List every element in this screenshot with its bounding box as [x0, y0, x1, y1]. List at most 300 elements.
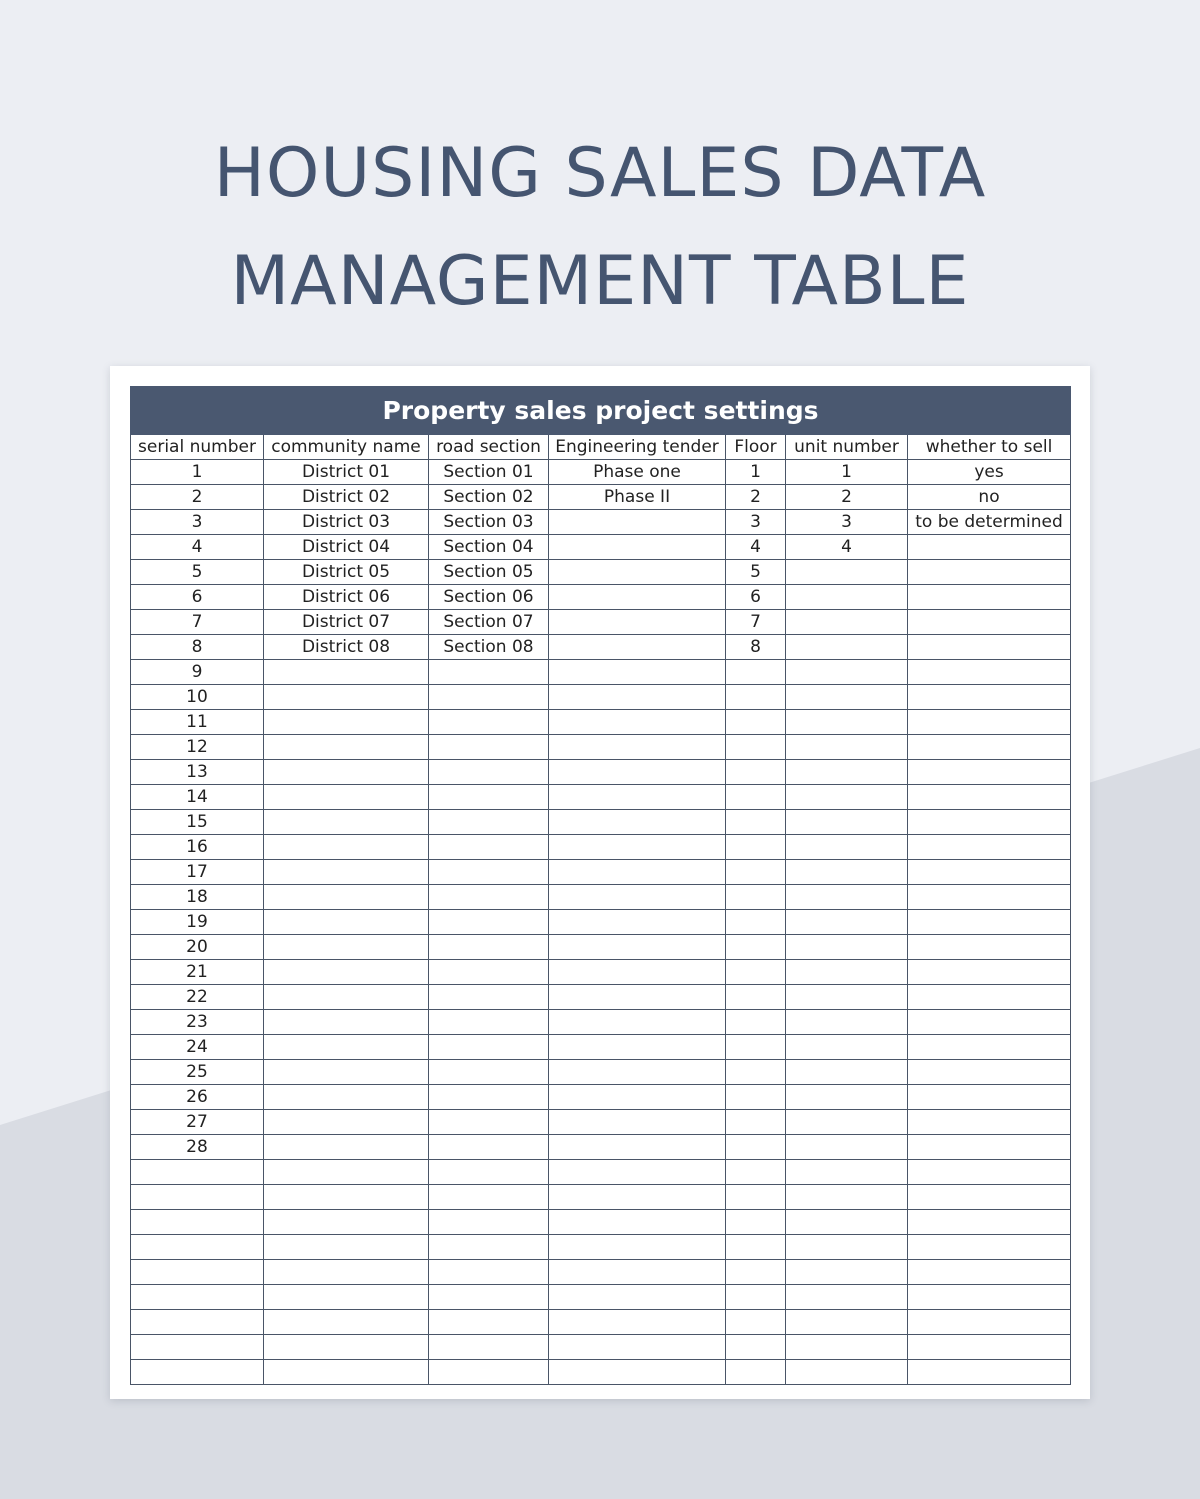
- table-cell[interactable]: [726, 935, 786, 960]
- table-cell[interactable]: [429, 1135, 549, 1160]
- table-cell[interactable]: [549, 1135, 726, 1160]
- table-cell[interactable]: [264, 1235, 429, 1260]
- table-cell[interactable]: [786, 1310, 908, 1335]
- table-cell[interactable]: [549, 510, 726, 535]
- table-cell[interactable]: [786, 1285, 908, 1310]
- table-cell[interactable]: [429, 1210, 549, 1235]
- table-cell[interactable]: [786, 710, 908, 735]
- table-cell[interactable]: [264, 1060, 429, 1085]
- table-cell[interactable]: [908, 785, 1071, 810]
- table-cell[interactable]: [429, 1335, 549, 1360]
- table-cell[interactable]: [726, 660, 786, 685]
- table-cell[interactable]: [429, 785, 549, 810]
- table-cell[interactable]: [726, 860, 786, 885]
- table-cell[interactable]: [429, 1260, 549, 1285]
- table-cell[interactable]: no: [908, 485, 1071, 510]
- table-cell[interactable]: [726, 785, 786, 810]
- table-cell[interactable]: [786, 685, 908, 710]
- table-cell[interactable]: [726, 1060, 786, 1085]
- table-cell[interactable]: [786, 560, 908, 585]
- table-cell[interactable]: [726, 1235, 786, 1260]
- table-cell[interactable]: [264, 1335, 429, 1360]
- table-row: [131, 1335, 1071, 1360]
- table-cell[interactable]: [786, 860, 908, 885]
- table-cell[interactable]: 12: [131, 735, 264, 760]
- table-cell[interactable]: [726, 885, 786, 910]
- table-cell[interactable]: [131, 1285, 264, 1310]
- table-body: [131, 460, 1071, 1385]
- table-cell[interactable]: Section 01: [429, 460, 549, 485]
- table-cell[interactable]: [908, 685, 1071, 710]
- table-cell[interactable]: [908, 810, 1071, 835]
- table-cell[interactable]: yes: [908, 460, 1071, 485]
- table-cell[interactable]: [786, 1135, 908, 1160]
- table-cell[interactable]: 16: [131, 835, 264, 860]
- table-cell[interactable]: [908, 1110, 1071, 1135]
- table-row: [131, 660, 1071, 685]
- table-cell[interactable]: [908, 660, 1071, 685]
- table-cell[interactable]: 28: [131, 1135, 264, 1160]
- table-cell[interactable]: [429, 1235, 549, 1260]
- table-cell[interactable]: 18: [131, 885, 264, 910]
- table-cell[interactable]: [726, 685, 786, 710]
- table-cell[interactable]: [908, 960, 1071, 985]
- table-cell[interactable]: [429, 710, 549, 735]
- table-cell[interactable]: [908, 1185, 1071, 1210]
- header-row: [131, 435, 1071, 460]
- table-cell[interactable]: [264, 1160, 429, 1185]
- table-cell[interactable]: [429, 1185, 549, 1210]
- table-cell[interactable]: [549, 1260, 726, 1285]
- table-row: [131, 1135, 1071, 1160]
- table-cell[interactable]: [908, 1335, 1071, 1360]
- table-cell[interactable]: 20: [131, 935, 264, 960]
- table-cell[interactable]: [549, 560, 726, 585]
- table-cell[interactable]: [908, 1035, 1071, 1060]
- table-cell[interactable]: [786, 735, 908, 760]
- table-cell[interactable]: 7: [726, 610, 786, 635]
- table-cell[interactable]: Section 04: [429, 535, 549, 560]
- table-cell[interactable]: [726, 1310, 786, 1335]
- table-cell[interactable]: District 02: [264, 485, 429, 510]
- table-cell[interactable]: [131, 1185, 264, 1210]
- table-cell[interactable]: [549, 1335, 726, 1360]
- table-cell[interactable]: [786, 660, 908, 685]
- table-row: [131, 485, 1071, 510]
- table-cell[interactable]: [908, 935, 1071, 960]
- table-row: [131, 1160, 1071, 1185]
- table-cell[interactable]: [908, 1360, 1071, 1385]
- table-cell[interactable]: [549, 985, 726, 1010]
- table-cell[interactable]: Section 03: [429, 510, 549, 535]
- table-cell[interactable]: [908, 1085, 1071, 1110]
- table-cell[interactable]: District 07: [264, 610, 429, 635]
- table-cell[interactable]: 5: [726, 560, 786, 585]
- table-row: [131, 1285, 1071, 1310]
- table-cell[interactable]: [908, 1010, 1071, 1035]
- table-row: [131, 585, 1071, 610]
- table-cell[interactable]: [429, 735, 549, 760]
- table-cell[interactable]: [908, 1260, 1071, 1285]
- table-cell[interactable]: [549, 610, 726, 635]
- table-cell[interactable]: [908, 710, 1071, 735]
- table-cell[interactable]: [264, 1010, 429, 1035]
- table-cell[interactable]: [726, 910, 786, 935]
- table-cell[interactable]: [429, 1310, 549, 1335]
- table-cell[interactable]: [429, 1060, 549, 1085]
- table-cell[interactable]: 15: [131, 810, 264, 835]
- table-cell[interactable]: Phase II: [549, 485, 726, 510]
- table-cell[interactable]: 6: [726, 585, 786, 610]
- table-cell[interactable]: 4: [726, 535, 786, 560]
- table-cell[interactable]: [786, 1110, 908, 1135]
- table-cell[interactable]: [549, 535, 726, 560]
- table-cell[interactable]: Section 06: [429, 585, 549, 610]
- table-cell[interactable]: District 04: [264, 535, 429, 560]
- table-cell[interactable]: 10: [131, 685, 264, 710]
- table-cell[interactable]: [726, 1260, 786, 1285]
- table-cell[interactable]: [786, 960, 908, 985]
- table-cell[interactable]: [549, 1060, 726, 1085]
- table-cell[interactable]: [549, 1235, 726, 1260]
- table-cell[interactable]: 8: [131, 635, 264, 660]
- table-cell[interactable]: [726, 760, 786, 785]
- page-title: [0, 120, 1200, 336]
- table-cell[interactable]: [429, 810, 549, 835]
- table-cell[interactable]: [786, 835, 908, 860]
- table-cell[interactable]: [131, 1260, 264, 1285]
- table-cell[interactable]: 22: [131, 985, 264, 1010]
- table-cell[interactable]: [264, 1110, 429, 1135]
- table-cell[interactable]: [264, 1210, 429, 1235]
- table-cell[interactable]: [549, 1085, 726, 1110]
- table-cell[interactable]: 21: [131, 960, 264, 985]
- table-cell[interactable]: [726, 1085, 786, 1110]
- table-cell[interactable]: [726, 835, 786, 860]
- table-cell[interactable]: [264, 1310, 429, 1335]
- table-cell[interactable]: [786, 585, 908, 610]
- table-cell[interactable]: [908, 1060, 1071, 1085]
- table-row: [131, 1185, 1071, 1210]
- table-cell[interactable]: 14: [131, 785, 264, 810]
- table-cell[interactable]: [726, 1335, 786, 1360]
- table-cell[interactable]: [786, 1185, 908, 1210]
- table-cell[interactable]: [264, 1135, 429, 1160]
- table-cell[interactable]: 5: [131, 560, 264, 585]
- table-cell[interactable]: [264, 760, 429, 785]
- table-cell[interactable]: [549, 710, 726, 735]
- table-cell[interactable]: [786, 1260, 908, 1285]
- table-cell[interactable]: 8: [726, 635, 786, 660]
- table-cell[interactable]: [429, 685, 549, 710]
- table-row: [131, 610, 1071, 635]
- table-cell[interactable]: [429, 985, 549, 1010]
- table-cell[interactable]: [549, 1110, 726, 1135]
- table-row: [131, 1210, 1071, 1235]
- table-row: [131, 510, 1071, 535]
- table-cell[interactable]: [908, 535, 1071, 560]
- table-cell[interactable]: District 05: [264, 560, 429, 585]
- table-cell[interactable]: [429, 1035, 549, 1060]
- table-cell[interactable]: 17: [131, 860, 264, 885]
- table-cell[interactable]: [786, 760, 908, 785]
- table-cell[interactable]: [908, 610, 1071, 635]
- table-cell[interactable]: [786, 1060, 908, 1085]
- table-cell[interactable]: [549, 910, 726, 935]
- table-cell[interactable]: [726, 1160, 786, 1185]
- table-cell[interactable]: District 08: [264, 635, 429, 660]
- table-cell[interactable]: [264, 1035, 429, 1060]
- table-cell[interactable]: [429, 960, 549, 985]
- table-cell[interactable]: [726, 985, 786, 1010]
- table-row: [131, 1085, 1071, 1110]
- table-cell[interactable]: [429, 1285, 549, 1310]
- table-cell[interactable]: [131, 1335, 264, 1360]
- table-row: [131, 685, 1071, 710]
- column-header: Floor: [726, 435, 786, 460]
- table-cell[interactable]: [726, 1135, 786, 1160]
- table-cell[interactable]: Section 02: [429, 485, 549, 510]
- table-cell[interactable]: [786, 1010, 908, 1035]
- table-cell[interactable]: [549, 735, 726, 760]
- column-header: serial number: [131, 435, 264, 460]
- table-cell[interactable]: 11: [131, 710, 264, 735]
- table-cell[interactable]: 2: [726, 485, 786, 510]
- table-cell[interactable]: [264, 735, 429, 760]
- table-cell[interactable]: [429, 935, 549, 960]
- table-cell[interactable]: [908, 560, 1071, 585]
- table-cell[interactable]: [429, 910, 549, 935]
- column-header: whether to sell: [908, 435, 1071, 460]
- table-cell[interactable]: [264, 935, 429, 960]
- table-cell[interactable]: [908, 635, 1071, 660]
- table-cell[interactable]: [131, 1235, 264, 1260]
- table-cell[interactable]: 24: [131, 1035, 264, 1060]
- table-cell[interactable]: 4: [131, 535, 264, 560]
- table-cell[interactable]: [549, 1285, 726, 1310]
- table-cell[interactable]: District 01: [264, 460, 429, 485]
- table-cell[interactable]: 3: [786, 510, 908, 535]
- table-cell[interactable]: [429, 835, 549, 860]
- table-cell[interactable]: 3: [131, 510, 264, 535]
- table-cell[interactable]: 2: [131, 485, 264, 510]
- table-cell[interactable]: 4: [786, 535, 908, 560]
- table-cell[interactable]: [264, 785, 429, 810]
- table-cell[interactable]: [908, 885, 1071, 910]
- table-cell[interactable]: [908, 835, 1071, 860]
- table-cell[interactable]: [908, 1160, 1071, 1185]
- table-row: [131, 735, 1071, 760]
- table-cell[interactable]: 23: [131, 1010, 264, 1035]
- table-cell[interactable]: 7: [131, 610, 264, 635]
- table-cell[interactable]: 1: [726, 460, 786, 485]
- table-cell[interactable]: 26: [131, 1085, 264, 1110]
- table-cell[interactable]: [908, 910, 1071, 935]
- table-cell[interactable]: [786, 635, 908, 660]
- table-row: [131, 960, 1071, 985]
- table-cell[interactable]: 13: [131, 760, 264, 785]
- table-cell[interactable]: [429, 1110, 549, 1135]
- table-cell[interactable]: 25: [131, 1060, 264, 1085]
- table-cell[interactable]: [264, 1260, 429, 1285]
- table-cell[interactable]: [549, 1210, 726, 1235]
- table-cell[interactable]: [549, 1160, 726, 1185]
- table-cell[interactable]: [908, 585, 1071, 610]
- table-cell[interactable]: [549, 1310, 726, 1335]
- table-cell[interactable]: [726, 735, 786, 760]
- table-cell[interactable]: [429, 885, 549, 910]
- table-cell[interactable]: [726, 1285, 786, 1310]
- table-cell[interactable]: [549, 785, 726, 810]
- table-cell[interactable]: [726, 810, 786, 835]
- table-cell[interactable]: [908, 1310, 1071, 1335]
- table-cell[interactable]: [429, 760, 549, 785]
- table-cell[interactable]: [549, 585, 726, 610]
- table-cell[interactable]: [264, 1285, 429, 1310]
- table-row: [131, 1235, 1071, 1260]
- table-cell[interactable]: [726, 1185, 786, 1210]
- table-cell[interactable]: [908, 1210, 1071, 1235]
- table-cell[interactable]: [264, 660, 429, 685]
- table-row: [131, 860, 1071, 885]
- table-row: [131, 910, 1071, 935]
- table-cell[interactable]: [549, 835, 726, 860]
- table-cell[interactable]: [264, 1360, 429, 1385]
- table-row: [131, 1035, 1071, 1060]
- table-cell[interactable]: 1: [131, 460, 264, 485]
- table-cell[interactable]: 1: [786, 460, 908, 485]
- table-cell[interactable]: [429, 660, 549, 685]
- table-cell[interactable]: [264, 1085, 429, 1110]
- table-cell[interactable]: [549, 810, 726, 835]
- table-cell[interactable]: [786, 985, 908, 1010]
- table-row: [131, 1110, 1071, 1135]
- table-cell[interactable]: [786, 1160, 908, 1185]
- table-cell[interactable]: [786, 1335, 908, 1360]
- table-cell[interactable]: [786, 810, 908, 835]
- column-header: community name: [264, 435, 429, 460]
- table-cell[interactable]: [264, 1185, 429, 1210]
- table-cell[interactable]: 6: [131, 585, 264, 610]
- table-cell[interactable]: [131, 1360, 264, 1385]
- table-cell[interactable]: Section 08: [429, 635, 549, 660]
- table-cell[interactable]: [908, 1135, 1071, 1160]
- column-header: unit number: [786, 435, 908, 460]
- table-cell[interactable]: [786, 1085, 908, 1110]
- table-cell[interactable]: [908, 760, 1071, 785]
- table-cell[interactable]: [786, 910, 908, 935]
- table-cell[interactable]: [786, 1035, 908, 1060]
- column-header: Engineering tender: [549, 435, 726, 460]
- table-cell[interactable]: [429, 1360, 549, 1385]
- table-row: [131, 985, 1071, 1010]
- table-cell[interactable]: [786, 935, 908, 960]
- table-cell[interactable]: 27: [131, 1110, 264, 1135]
- table-cell[interactable]: Section 05: [429, 560, 549, 585]
- table-cell[interactable]: [264, 710, 429, 735]
- table-cell[interactable]: [549, 760, 726, 785]
- table-cell[interactable]: [908, 1285, 1071, 1310]
- table-cell[interactable]: [549, 685, 726, 710]
- table-cell[interactable]: [726, 1035, 786, 1060]
- table-cell[interactable]: [264, 985, 429, 1010]
- table-cell[interactable]: [264, 910, 429, 935]
- page-title-line-1: HOUSING SALES DATA: [213, 134, 987, 213]
- table-cell[interactable]: [908, 1235, 1071, 1260]
- table-cell[interactable]: [429, 1085, 549, 1110]
- page-title-line-2: MANAGEMENT TABLE: [230, 242, 970, 321]
- table-cell[interactable]: [429, 1010, 549, 1035]
- table-cell[interactable]: 9: [131, 660, 264, 685]
- table-cell[interactable]: [549, 660, 726, 685]
- table-cell[interactable]: 2: [786, 485, 908, 510]
- table-cell[interactable]: [131, 1210, 264, 1235]
- table-row: [131, 1310, 1071, 1335]
- table-cell[interactable]: [908, 735, 1071, 760]
- table-cell[interactable]: [549, 885, 726, 910]
- table-cell[interactable]: [786, 1210, 908, 1235]
- table-cell[interactable]: [786, 1235, 908, 1260]
- table-cell[interactable]: [726, 1210, 786, 1235]
- table-cell[interactable]: [264, 860, 429, 885]
- table-cell[interactable]: [131, 1310, 264, 1335]
- table-cell[interactable]: Phase one: [549, 460, 726, 485]
- table-cell[interactable]: [786, 885, 908, 910]
- table-cell[interactable]: 19: [131, 910, 264, 935]
- table-cell[interactable]: [786, 785, 908, 810]
- table-cell[interactable]: Section 07: [429, 610, 549, 635]
- table-row: [131, 935, 1071, 960]
- table-cell[interactable]: [549, 1360, 726, 1385]
- table-cell[interactable]: [429, 1160, 549, 1185]
- table-cell[interactable]: [264, 960, 429, 985]
- table-cell[interactable]: 3: [726, 510, 786, 535]
- table-cell[interactable]: [549, 860, 726, 885]
- table-cell[interactable]: [908, 860, 1071, 885]
- table-row: [131, 560, 1071, 585]
- table-cell[interactable]: [786, 1360, 908, 1385]
- table-cell[interactable]: [264, 885, 429, 910]
- table-cell[interactable]: [264, 835, 429, 860]
- table-cell[interactable]: [726, 1110, 786, 1135]
- table-row: [131, 1010, 1071, 1035]
- table-cell[interactable]: [549, 1010, 726, 1035]
- table-cell[interactable]: [429, 860, 549, 885]
- table-cell[interactable]: to be determined: [908, 510, 1071, 535]
- table-cell[interactable]: [131, 1160, 264, 1185]
- table-cell[interactable]: [264, 685, 429, 710]
- table-cell[interactable]: [726, 710, 786, 735]
- table-cell[interactable]: [549, 960, 726, 985]
- table-row: [131, 760, 1071, 785]
- table-cell[interactable]: District 06: [264, 585, 429, 610]
- table-cell[interactable]: [549, 935, 726, 960]
- table-row: [131, 885, 1071, 910]
- table-cell[interactable]: [726, 1360, 786, 1385]
- table-cell[interactable]: [726, 1010, 786, 1035]
- table-cell[interactable]: [549, 635, 726, 660]
- table-cell[interactable]: [726, 960, 786, 985]
- table-cell[interactable]: District 03: [264, 510, 429, 535]
- table-row: [131, 460, 1071, 485]
- table-cell[interactable]: [264, 810, 429, 835]
- table-cell[interactable]: [549, 1185, 726, 1210]
- spreadsheet-sheet: [110, 366, 1090, 1399]
- table-row: [131, 535, 1071, 560]
- table-cell[interactable]: [786, 610, 908, 635]
- table-cell[interactable]: [908, 985, 1071, 1010]
- table-cell[interactable]: [549, 1035, 726, 1060]
